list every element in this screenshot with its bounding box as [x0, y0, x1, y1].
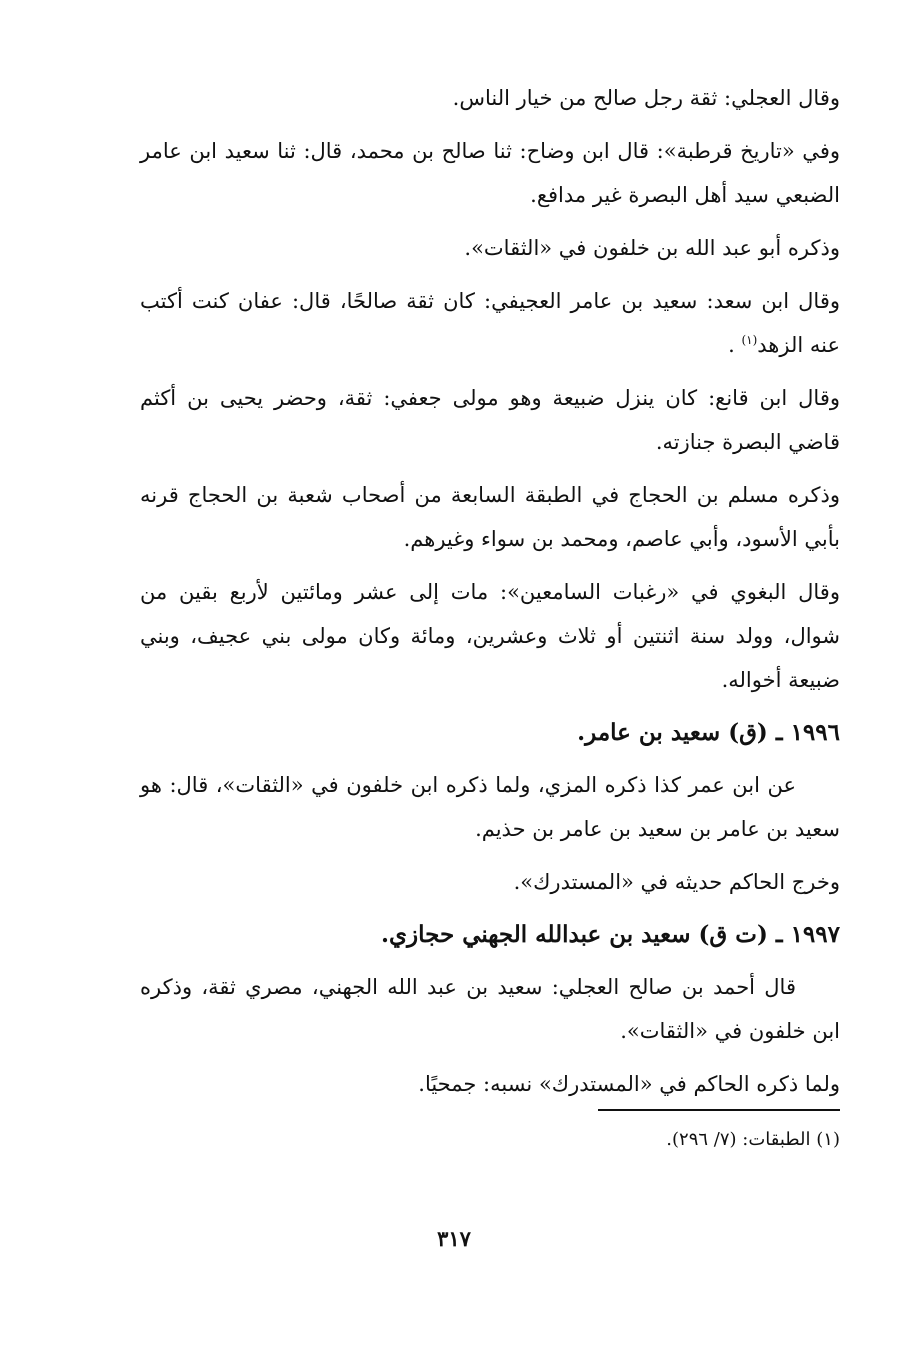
- paragraph-ibn-sad-text: وقال ابن سعد: سعيد بن عامر العجيفي: كان ثقة صالحًا، قال: عفان كنت أكتب عنه الزهد: [140, 289, 840, 357]
- entry-1996-paragraph-1: عن ابن عمر كذا ذكره المزي، ولما ذكره ابن خلفون في «الثقات»، قال: هو سعيد بن عامر بن سعيد بن عامر بن حذيم.: [140, 773, 840, 841]
- paragraph-ijli: وقال العجلي: ثقة رجل صالح من خيار الناس.: [452, 86, 840, 110]
- paragraph-muslim: وذكره مسلم بن الحجاج في الطبقة السابعة من أصحاب شعبة بن الحجاج قرنه بأبي الأسود، وأبي عاصم، ومحمد بن سواء وغيرهم.: [140, 483, 840, 551]
- paragraph-baghawi: وقال البغوي في «رغبات السامعين»: مات إلى عشر ومائتين لأربع بقين من شوال، وولد سنة اثنتين أو ثلاث وعشرين، ومائة وكان مولى بني عجيف، وبني ضبيعة أخواله.: [140, 580, 840, 692]
- footnote: (١) الطبقات: (٧/ ٢٩٦).: [666, 1129, 840, 1150]
- footnote-marker: (١): [741, 333, 758, 347]
- page-number: ٣١٧: [437, 1226, 471, 1251]
- main-text: [140, 76, 840, 1115]
- paragraph-ibn-khalfun: وذكره أبو عبد الله بن خلفون في «الثقات».: [464, 236, 840, 260]
- entry-1997-paragraph-2: ولما ذكره الحاكم في «المستدرك» نسبه: جمحيًا.: [418, 1072, 840, 1096]
- entry-title-1996: ١٩٩٦ ـ (ق) سعيد بن عامر.: [577, 719, 840, 746]
- entry-1996-paragraph-2: وخرج الحاكم حديثه في «المستدرك».: [513, 870, 840, 894]
- entry-title-1997: ١٩٩٧ ـ (ت ق) سعيد بن عبدالله الجهني حجازي.: [381, 921, 840, 948]
- paragraph-tarikh-qurtuba: وفي «تاريخ قرطبة»: قال ابن وضاح: ثنا صالح بن محمد، قال: ثنا سعيد ابن عامر الضبعي سيد أهل البصرة غير مدافع.: [140, 139, 840, 207]
- paragraph-ibn-qani: وقال ابن قانع: كان ينزل ضبيعة وهو مولى جعفي: ثقة، وحضر يحيى بن أكثم قاضي البصرة جنازته.: [140, 386, 840, 454]
- entry-1997-paragraph-1: قال أحمد بن صالح العجلي: سعيد بن عبد الله الجهني، مصري ثقة، وذكره ابن خلفون في «الثقات».: [140, 975, 840, 1043]
- footnote-divider: [598, 1109, 840, 1111]
- paragraph-ibn-sad: وقال ابن سعد: سعيد بن عامر العجيفي: كان ثقة صالحًا، قال: عفان كنت أكتب عنه الزهد$^{(١)}$ .: [140, 289, 840, 357]
